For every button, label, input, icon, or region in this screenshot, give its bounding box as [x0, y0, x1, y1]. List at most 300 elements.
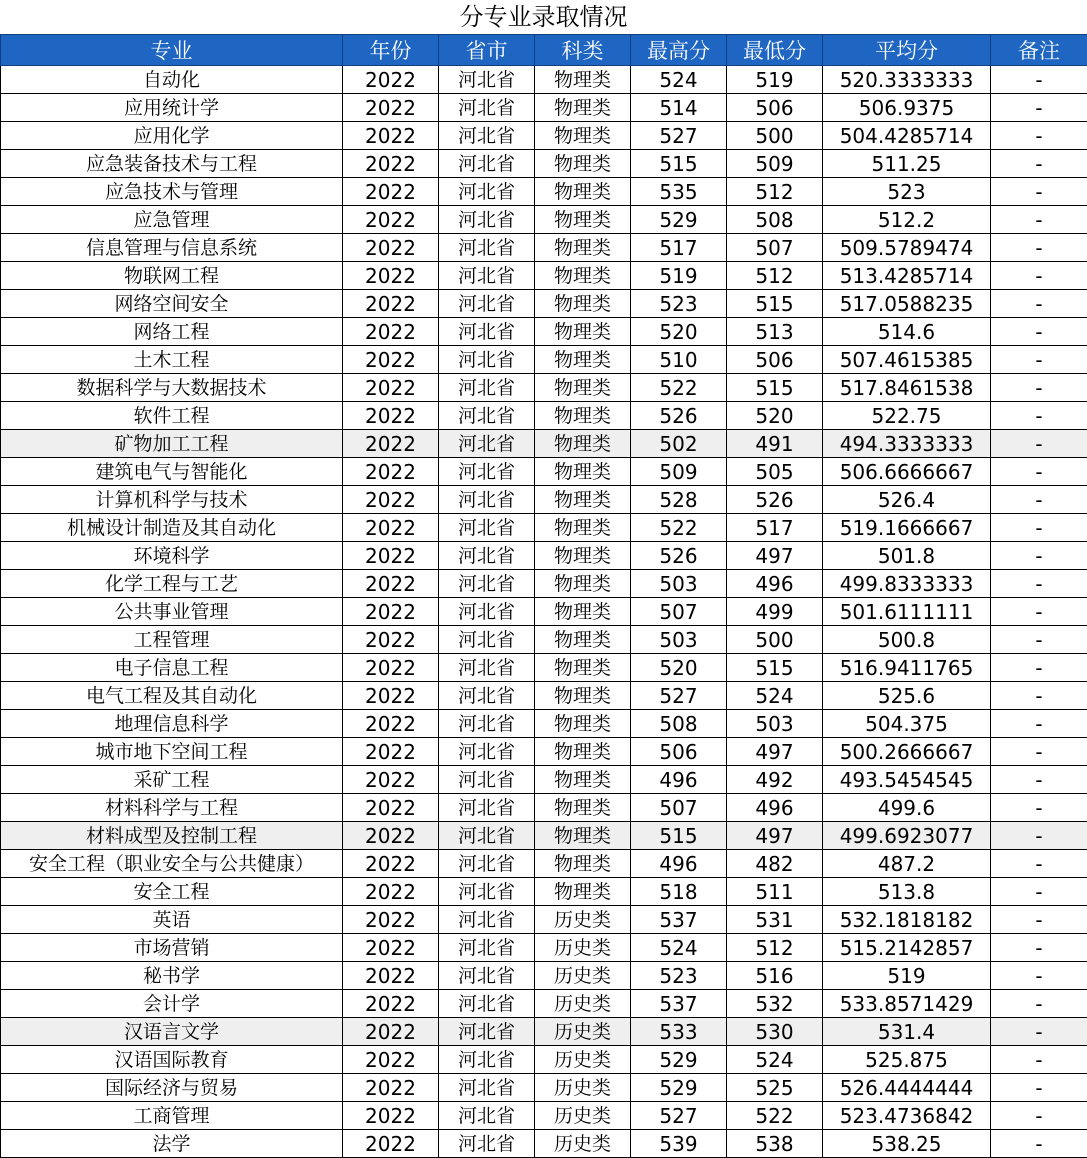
cell-max-score: 535 — [631, 178, 727, 206]
cell-note: - — [991, 122, 1087, 150]
cell-min-score: 515 — [727, 290, 823, 318]
cell-avg-score: 538.25 — [823, 1130, 991, 1158]
cell-year: 2022 — [343, 458, 439, 486]
cell-max-score: 520 — [631, 654, 727, 682]
cell-note: - — [991, 346, 1087, 374]
cell-avg-score: 525.6 — [823, 682, 991, 710]
cell-max-score: 508 — [631, 710, 727, 738]
cell-category: 物理类 — [535, 822, 631, 850]
cell-province: 河北省 — [439, 906, 535, 934]
cell-year: 2022 — [343, 374, 439, 402]
cell-major: 城市地下空间工程 — [1, 738, 343, 766]
cell-avg-score: 526.4444444 — [823, 1074, 991, 1102]
cell-province: 河北省 — [439, 766, 535, 794]
cell-year: 2022 — [343, 262, 439, 290]
cell-major: 自动化 — [1, 66, 343, 94]
table-row — [1, 654, 1087, 682]
cell-max-score: 503 — [631, 626, 727, 654]
cell-avg-score: 519.1666667 — [823, 514, 991, 542]
table-row — [1, 458, 1087, 486]
table-row — [1, 94, 1087, 122]
admission-table — [0, 34, 1087, 1158]
cell-min-score: 497 — [727, 542, 823, 570]
column-header-category: 科类 — [535, 35, 631, 66]
cell-category: 物理类 — [535, 374, 631, 402]
cell-min-score: 525 — [727, 1074, 823, 1102]
cell-avg-score: 519 — [823, 962, 991, 990]
cell-max-score: 524 — [631, 66, 727, 94]
cell-category: 物理类 — [535, 262, 631, 290]
cell-max-score: 526 — [631, 402, 727, 430]
cell-max-score: 527 — [631, 1102, 727, 1130]
cell-avg-score: 501.6111111 — [823, 598, 991, 626]
cell-category: 物理类 — [535, 738, 631, 766]
cell-avg-score: 522.75 — [823, 402, 991, 430]
cell-max-score: 514 — [631, 94, 727, 122]
cell-province: 河北省 — [439, 178, 535, 206]
cell-min-score: 511 — [727, 878, 823, 906]
cell-year: 2022 — [343, 822, 439, 850]
cell-province: 河北省 — [439, 66, 535, 94]
cell-category: 历史类 — [535, 962, 631, 990]
cell-min-score: 512 — [727, 262, 823, 290]
cell-year: 2022 — [343, 682, 439, 710]
cell-category: 物理类 — [535, 290, 631, 318]
column-header-year: 年份 — [343, 35, 439, 66]
table-row — [1, 374, 1087, 402]
cell-major: 汉语言文学 — [1, 1018, 343, 1046]
cell-major: 电气工程及其自动化 — [1, 682, 343, 710]
table-row — [1, 346, 1087, 374]
cell-major: 英语 — [1, 906, 343, 934]
cell-max-score: 523 — [631, 290, 727, 318]
cell-min-score: 524 — [727, 682, 823, 710]
table-row — [1, 1018, 1087, 1046]
cell-avg-score: 509.5789474 — [823, 234, 991, 262]
cell-avg-score: 520.3333333 — [823, 66, 991, 94]
cell-note: - — [991, 794, 1087, 822]
cell-note: - — [991, 626, 1087, 654]
cell-category: 物理类 — [535, 514, 631, 542]
cell-province: 河北省 — [439, 486, 535, 514]
cell-note: - — [991, 206, 1087, 234]
cell-note: - — [991, 66, 1087, 94]
cell-avg-score: 499.6 — [823, 794, 991, 822]
cell-avg-score: 533.8571429 — [823, 990, 991, 1018]
cell-avg-score: 506.6666667 — [823, 458, 991, 486]
cell-province: 河北省 — [439, 850, 535, 878]
cell-note: - — [991, 1018, 1087, 1046]
cell-major: 材料成型及控制工程 — [1, 822, 343, 850]
cell-province: 河北省 — [439, 542, 535, 570]
cell-major: 法学 — [1, 1130, 343, 1158]
cell-year: 2022 — [343, 542, 439, 570]
cell-max-score: 522 — [631, 374, 727, 402]
cell-category: 物理类 — [535, 346, 631, 374]
table-row — [1, 1046, 1087, 1074]
cell-note: - — [991, 458, 1087, 486]
cell-category: 物理类 — [535, 878, 631, 906]
cell-note: - — [991, 374, 1087, 402]
cell-min-score: 526 — [727, 486, 823, 514]
cell-major: 公共事业管理 — [1, 598, 343, 626]
cell-note: - — [991, 710, 1087, 738]
cell-province: 河北省 — [439, 234, 535, 262]
cell-year: 2022 — [343, 178, 439, 206]
cell-note: - — [991, 234, 1087, 262]
cell-avg-score: 532.1818182 — [823, 906, 991, 934]
cell-year: 2022 — [343, 990, 439, 1018]
cell-major: 会计学 — [1, 990, 343, 1018]
cell-min-score: 505 — [727, 458, 823, 486]
cell-major: 工商管理 — [1, 1102, 343, 1130]
cell-min-score: 519 — [727, 66, 823, 94]
cell-max-score: 526 — [631, 542, 727, 570]
cell-category: 物理类 — [535, 94, 631, 122]
cell-max-score: 509 — [631, 458, 727, 486]
cell-max-score: 502 — [631, 430, 727, 458]
table-row — [1, 878, 1087, 906]
cell-max-score: 515 — [631, 822, 727, 850]
column-header-min-score: 最低分 — [727, 35, 823, 66]
table-row — [1, 710, 1087, 738]
table-row — [1, 234, 1087, 262]
cell-note: - — [991, 850, 1087, 878]
cell-category: 物理类 — [535, 794, 631, 822]
cell-max-score: 529 — [631, 1074, 727, 1102]
cell-year: 2022 — [343, 654, 439, 682]
cell-province: 河北省 — [439, 1046, 535, 1074]
cell-category: 历史类 — [535, 1130, 631, 1158]
cell-note: - — [991, 290, 1087, 318]
cell-min-score: 530 — [727, 1018, 823, 1046]
cell-max-score: 527 — [631, 122, 727, 150]
cell-min-score: 517 — [727, 514, 823, 542]
cell-category: 物理类 — [535, 542, 631, 570]
cell-min-score: 482 — [727, 850, 823, 878]
cell-min-score: 524 — [727, 1046, 823, 1074]
table-row — [1, 766, 1087, 794]
table-row — [1, 542, 1087, 570]
cell-max-score: 520 — [631, 318, 727, 346]
cell-province: 河北省 — [439, 878, 535, 906]
cell-province: 河北省 — [439, 122, 535, 150]
cell-year: 2022 — [343, 710, 439, 738]
cell-province: 河北省 — [439, 962, 535, 990]
cell-max-score: 506 — [631, 738, 727, 766]
cell-major: 物联网工程 — [1, 262, 343, 290]
cell-category: 历史类 — [535, 934, 631, 962]
table-row — [1, 570, 1087, 598]
cell-major: 应用统计学 — [1, 94, 343, 122]
cell-year: 2022 — [343, 962, 439, 990]
cell-year: 2022 — [343, 598, 439, 626]
cell-major: 应急管理 — [1, 206, 343, 234]
cell-major: 土木工程 — [1, 346, 343, 374]
cell-max-score: 515 — [631, 150, 727, 178]
table-row — [1, 514, 1087, 542]
table-row — [1, 934, 1087, 962]
cell-major: 应急装备技术与工程 — [1, 150, 343, 178]
cell-category: 物理类 — [535, 402, 631, 430]
cell-avg-score: 500.2666667 — [823, 738, 991, 766]
cell-avg-score: 500.8 — [823, 626, 991, 654]
cell-avg-score: 487.2 — [823, 850, 991, 878]
cell-min-score: 508 — [727, 206, 823, 234]
cell-avg-score: 515.2142857 — [823, 934, 991, 962]
cell-province: 河北省 — [439, 822, 535, 850]
cell-avg-score: 501.8 — [823, 542, 991, 570]
cell-min-score: 532 — [727, 990, 823, 1018]
cell-category: 物理类 — [535, 486, 631, 514]
cell-avg-score: 513.8 — [823, 878, 991, 906]
cell-major: 市场营销 — [1, 934, 343, 962]
cell-province: 河北省 — [439, 654, 535, 682]
cell-year: 2022 — [343, 402, 439, 430]
cell-max-score: 528 — [631, 486, 727, 514]
table-row — [1, 682, 1087, 710]
cell-note: - — [991, 178, 1087, 206]
cell-note: - — [991, 766, 1087, 794]
cell-year: 2022 — [343, 766, 439, 794]
cell-category: 物理类 — [535, 122, 631, 150]
cell-province: 河北省 — [439, 990, 535, 1018]
cell-category: 物理类 — [535, 682, 631, 710]
table-row — [1, 990, 1087, 1018]
cell-year: 2022 — [343, 1018, 439, 1046]
table-row — [1, 150, 1087, 178]
cell-note: - — [991, 1074, 1087, 1102]
cell-province: 河北省 — [439, 318, 535, 346]
cell-max-score: 523 — [631, 962, 727, 990]
cell-avg-score: 514.6 — [823, 318, 991, 346]
cell-year: 2022 — [343, 1074, 439, 1102]
cell-min-score: 520 — [727, 402, 823, 430]
table-row — [1, 598, 1087, 626]
cell-province: 河北省 — [439, 598, 535, 626]
cell-major: 网络空间安全 — [1, 290, 343, 318]
cell-min-score: 500 — [727, 122, 823, 150]
cell-major: 机械设计制造及其自动化 — [1, 514, 343, 542]
cell-note: - — [991, 514, 1087, 542]
cell-major: 应用化学 — [1, 122, 343, 150]
table-row — [1, 738, 1087, 766]
table-row — [1, 962, 1087, 990]
table-row — [1, 318, 1087, 346]
cell-note: - — [991, 738, 1087, 766]
cell-max-score: 507 — [631, 598, 727, 626]
cell-year: 2022 — [343, 206, 439, 234]
cell-major: 地理信息科学 — [1, 710, 343, 738]
cell-min-score: 513 — [727, 318, 823, 346]
cell-avg-score: 512.2 — [823, 206, 991, 234]
cell-category: 历史类 — [535, 1018, 631, 1046]
cell-min-score: 522 — [727, 1102, 823, 1130]
cell-note: - — [991, 486, 1087, 514]
column-header-major: 专业 — [1, 35, 343, 66]
cell-year: 2022 — [343, 794, 439, 822]
cell-year: 2022 — [343, 738, 439, 766]
table-row — [1, 1102, 1087, 1130]
cell-category: 物理类 — [535, 458, 631, 486]
cell-year: 2022 — [343, 1046, 439, 1074]
cell-category: 物理类 — [535, 570, 631, 598]
cell-province: 河北省 — [439, 626, 535, 654]
cell-year: 2022 — [343, 94, 439, 122]
cell-note: - — [991, 94, 1087, 122]
cell-category: 物理类 — [535, 850, 631, 878]
cell-category: 历史类 — [535, 1046, 631, 1074]
table-row — [1, 906, 1087, 934]
cell-province: 河北省 — [439, 458, 535, 486]
cell-min-score: 503 — [727, 710, 823, 738]
cell-major: 工程管理 — [1, 626, 343, 654]
cell-major: 秘书学 — [1, 962, 343, 990]
cell-province: 河北省 — [439, 1074, 535, 1102]
cell-min-score: 496 — [727, 570, 823, 598]
cell-min-score: 497 — [727, 822, 823, 850]
cell-year: 2022 — [343, 906, 439, 934]
cell-year: 2022 — [343, 122, 439, 150]
cell-major: 应急技术与管理 — [1, 178, 343, 206]
cell-major: 软件工程 — [1, 402, 343, 430]
table-row — [1, 178, 1087, 206]
cell-min-score: 509 — [727, 150, 823, 178]
cell-max-score: 517 — [631, 234, 727, 262]
table-body — [1, 66, 1087, 1158]
cell-province: 河北省 — [439, 570, 535, 598]
cell-min-score: 506 — [727, 94, 823, 122]
cell-avg-score: 507.4615385 — [823, 346, 991, 374]
column-header-max-score: 最高分 — [631, 35, 727, 66]
table-row — [1, 402, 1087, 430]
cell-major: 国际经济与贸易 — [1, 1074, 343, 1102]
cell-note: - — [991, 906, 1087, 934]
cell-note: - — [991, 570, 1087, 598]
cell-avg-score: 504.375 — [823, 710, 991, 738]
table-row — [1, 430, 1087, 458]
cell-category: 物理类 — [535, 318, 631, 346]
cell-max-score: 537 — [631, 906, 727, 934]
cell-province: 河北省 — [439, 150, 535, 178]
cell-max-score: 519 — [631, 262, 727, 290]
cell-note: - — [991, 262, 1087, 290]
cell-year: 2022 — [343, 234, 439, 262]
cell-year: 2022 — [343, 934, 439, 962]
cell-avg-score: 517.0588235 — [823, 290, 991, 318]
cell-year: 2022 — [343, 486, 439, 514]
cell-min-score: 497 — [727, 738, 823, 766]
cell-province: 河北省 — [439, 262, 535, 290]
cell-max-score: 539 — [631, 1130, 727, 1158]
cell-category: 物理类 — [535, 766, 631, 794]
cell-min-score: 496 — [727, 794, 823, 822]
cell-avg-score: 516.9411765 — [823, 654, 991, 682]
cell-avg-score: 493.5454545 — [823, 766, 991, 794]
cell-year: 2022 — [343, 150, 439, 178]
table-row — [1, 1130, 1087, 1158]
cell-year: 2022 — [343, 318, 439, 346]
cell-note: - — [991, 682, 1087, 710]
cell-avg-score: 531.4 — [823, 1018, 991, 1046]
cell-avg-score: 506.9375 — [823, 94, 991, 122]
cell-major: 采矿工程 — [1, 766, 343, 794]
cell-min-score: 499 — [727, 598, 823, 626]
cell-min-score: 515 — [727, 374, 823, 402]
table-row — [1, 206, 1087, 234]
cell-major: 材料科学与工程 — [1, 794, 343, 822]
cell-note: - — [991, 402, 1087, 430]
cell-year: 2022 — [343, 290, 439, 318]
cell-province: 河北省 — [439, 1018, 535, 1046]
cell-min-score: 507 — [727, 234, 823, 262]
cell-category: 历史类 — [535, 990, 631, 1018]
cell-min-score: 531 — [727, 906, 823, 934]
cell-avg-score: 511.25 — [823, 150, 991, 178]
cell-avg-score: 517.8461538 — [823, 374, 991, 402]
cell-avg-score: 504.4285714 — [823, 122, 991, 150]
cell-major: 环境科学 — [1, 542, 343, 570]
cell-major: 汉语国际教育 — [1, 1046, 343, 1074]
cell-year: 2022 — [343, 66, 439, 94]
cell-note: - — [991, 1102, 1087, 1130]
cell-note: - — [991, 150, 1087, 178]
cell-max-score: 529 — [631, 1046, 727, 1074]
cell-category: 物理类 — [535, 150, 631, 178]
cell-category: 物理类 — [535, 710, 631, 738]
cell-major: 网络工程 — [1, 318, 343, 346]
cell-category: 物理类 — [535, 598, 631, 626]
header-row — [1, 35, 1087, 66]
cell-category: 物理类 — [535, 206, 631, 234]
cell-major: 安全工程 — [1, 878, 343, 906]
cell-max-score: 496 — [631, 766, 727, 794]
cell-avg-score: 523 — [823, 178, 991, 206]
cell-note: - — [991, 430, 1087, 458]
table-row — [1, 122, 1087, 150]
cell-province: 河北省 — [439, 1130, 535, 1158]
cell-note: - — [991, 598, 1087, 626]
cell-province: 河北省 — [439, 206, 535, 234]
cell-avg-score: 494.3333333 — [823, 430, 991, 458]
cell-major: 信息管理与信息系统 — [1, 234, 343, 262]
cell-max-score: 524 — [631, 934, 727, 962]
cell-min-score: 538 — [727, 1130, 823, 1158]
cell-note: - — [991, 822, 1087, 850]
column-header-avg-score: 平均分 — [823, 35, 991, 66]
cell-province: 河北省 — [439, 374, 535, 402]
cell-avg-score: 525.875 — [823, 1046, 991, 1074]
cell-note: - — [991, 318, 1087, 346]
cell-min-score: 506 — [727, 346, 823, 374]
table-row — [1, 822, 1087, 850]
cell-max-score: 518 — [631, 878, 727, 906]
column-header-note: 备注 — [991, 35, 1087, 66]
cell-min-score: 512 — [727, 934, 823, 962]
cell-major: 安全工程（职业安全与公共健康） — [1, 850, 343, 878]
cell-category: 物理类 — [535, 66, 631, 94]
cell-major: 电子信息工程 — [1, 654, 343, 682]
cell-province: 河北省 — [439, 682, 535, 710]
cell-year: 2022 — [343, 1102, 439, 1130]
cell-year: 2022 — [343, 1130, 439, 1158]
cell-min-score: 500 — [727, 626, 823, 654]
cell-province: 河北省 — [439, 402, 535, 430]
cell-major: 建筑电气与智能化 — [1, 458, 343, 486]
cell-year: 2022 — [343, 878, 439, 906]
cell-category: 历史类 — [535, 906, 631, 934]
cell-note: - — [991, 654, 1087, 682]
